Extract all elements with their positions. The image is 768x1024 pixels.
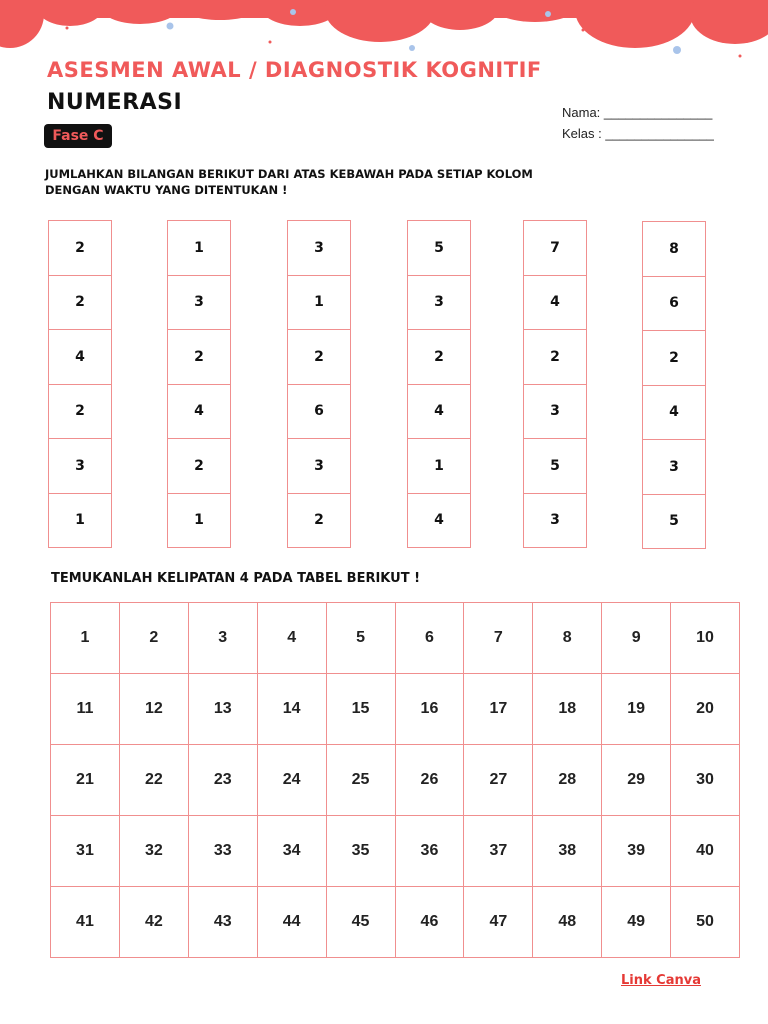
number-cell[interactable]: 31 [51,816,120,887]
number-cell[interactable]: 12 [120,674,189,745]
number-cell[interactable]: 19 [602,674,671,745]
number-cell[interactable]: 7 [464,603,533,674]
addition-cell: 4 [167,385,231,440]
number-cell[interactable]: 15 [327,674,396,745]
addition-cell: 1 [48,494,112,549]
addition-column [642,221,706,549]
addition-cell: 4 [48,330,112,385]
number-cell[interactable]: 29 [602,745,671,816]
class-field[interactable]: Kelas : _______________ [562,126,714,141]
number-cell[interactable]: 41 [51,887,120,958]
canva-link[interactable]: Link Canva [621,973,701,988]
addition-cell: 1 [167,220,231,276]
addition-instruction [45,166,585,198]
addition-column [167,220,231,548]
addition-cell: 7 [523,220,587,276]
number-cell[interactable]: 35 [327,816,396,887]
subject-heading: NUMERASI [47,90,183,115]
number-cell[interactable]: 22 [120,745,189,816]
addition-cell: 6 [287,385,351,440]
number-cell[interactable]: 24 [258,745,327,816]
instruction-line: DENGAN WAKTU YANG DITENTUKAN ! [45,183,288,197]
addition-cell: 3 [287,439,351,494]
number-cell[interactable]: 49 [602,887,671,958]
addition-cell: 8 [642,221,706,277]
addition-cell: 5 [642,495,706,550]
addition-cell: 4 [642,386,706,441]
number-cell[interactable]: 30 [671,745,740,816]
number-cell[interactable]: 37 [464,816,533,887]
addition-cell: 1 [167,494,231,549]
addition-cell: 3 [287,220,351,276]
number-cell[interactable]: 11 [51,674,120,745]
addition-column [48,220,112,548]
phase-badge: Fase C [44,124,112,148]
addition-cell: 3 [407,276,471,331]
number-cell[interactable]: 26 [396,745,465,816]
multiples-instruction: TEMUKANLAH KELIPATAN 4 PADA TABEL BERIKUT ! [51,571,421,586]
addition-cell: 5 [523,439,587,494]
number-cell[interactable]: 14 [258,674,327,745]
number-cell[interactable]: 10 [671,603,740,674]
instruction-line: JUMLAHKAN BILANGAN BERIKUT DARI ATAS KEBAWAH PADA SETIAP KOLOM [45,167,533,181]
addition-cell: 2 [48,385,112,440]
number-cell[interactable]: 36 [396,816,465,887]
addition-cell: 3 [523,385,587,440]
addition-cell: 1 [407,439,471,494]
addition-cell: 2 [167,330,231,385]
number-cell[interactable]: 1 [51,603,120,674]
number-cell[interactable]: 21 [51,745,120,816]
number-cell[interactable]: 42 [120,887,189,958]
addition-cell: 1 [287,276,351,331]
number-cell[interactable]: 9 [602,603,671,674]
addition-cell: 2 [48,220,112,276]
addition-cell: 4 [523,276,587,331]
number-cell[interactable]: 17 [464,674,533,745]
number-cell[interactable]: 6 [396,603,465,674]
number-cell[interactable]: 45 [327,887,396,958]
number-cell[interactable]: 2 [120,603,189,674]
name-field[interactable]: Nama: _______________ [562,105,713,120]
addition-cell: 2 [523,330,587,385]
cloud-banner-decoration [0,0,768,60]
addition-column [287,220,351,548]
number-cell[interactable]: 34 [258,816,327,887]
addition-cell: 2 [407,330,471,385]
addition-cell: 3 [48,439,112,494]
number-cell[interactable]: 50 [671,887,740,958]
addition-cell: 4 [407,494,471,549]
addition-column [523,220,587,548]
number-cell[interactable]: 40 [671,816,740,887]
addition-cell: 4 [407,385,471,440]
addition-cell: 2 [287,494,351,549]
number-cell[interactable]: 39 [602,816,671,887]
addition-column [407,220,471,548]
number-cell[interactable]: 38 [533,816,602,887]
addition-cell: 3 [167,276,231,331]
number-cell[interactable]: 4 [258,603,327,674]
addition-cell: 2 [48,276,112,331]
number-cell[interactable]: 18 [533,674,602,745]
number-cell[interactable]: 23 [189,745,258,816]
addition-cell: 3 [642,440,706,495]
number-cell[interactable]: 8 [533,603,602,674]
addition-cell: 2 [642,331,706,386]
number-cell[interactable]: 20 [671,674,740,745]
addition-cell: 6 [642,277,706,332]
number-cell[interactable]: 32 [120,816,189,887]
addition-cell: 5 [407,220,471,276]
number-grid [50,602,740,958]
number-cell[interactable]: 43 [189,887,258,958]
number-cell[interactable]: 25 [327,745,396,816]
number-cell[interactable]: 48 [533,887,602,958]
worksheet-title: ASESMEN AWAL / DIAGNOSTIK KOGNITIF [47,58,542,82]
number-cell[interactable]: 47 [464,887,533,958]
number-cell[interactable]: 13 [189,674,258,745]
number-cell[interactable]: 27 [464,745,533,816]
number-cell[interactable]: 3 [189,603,258,674]
addition-cell: 2 [167,439,231,494]
number-cell[interactable]: 5 [327,603,396,674]
number-cell[interactable]: 33 [189,816,258,887]
number-cell[interactable]: 28 [533,745,602,816]
number-cell[interactable]: 44 [258,887,327,958]
number-cell[interactable]: 16 [396,674,465,745]
addition-cell: 2 [287,330,351,385]
number-cell[interactable]: 46 [396,887,465,958]
addition-cell: 3 [523,494,587,549]
